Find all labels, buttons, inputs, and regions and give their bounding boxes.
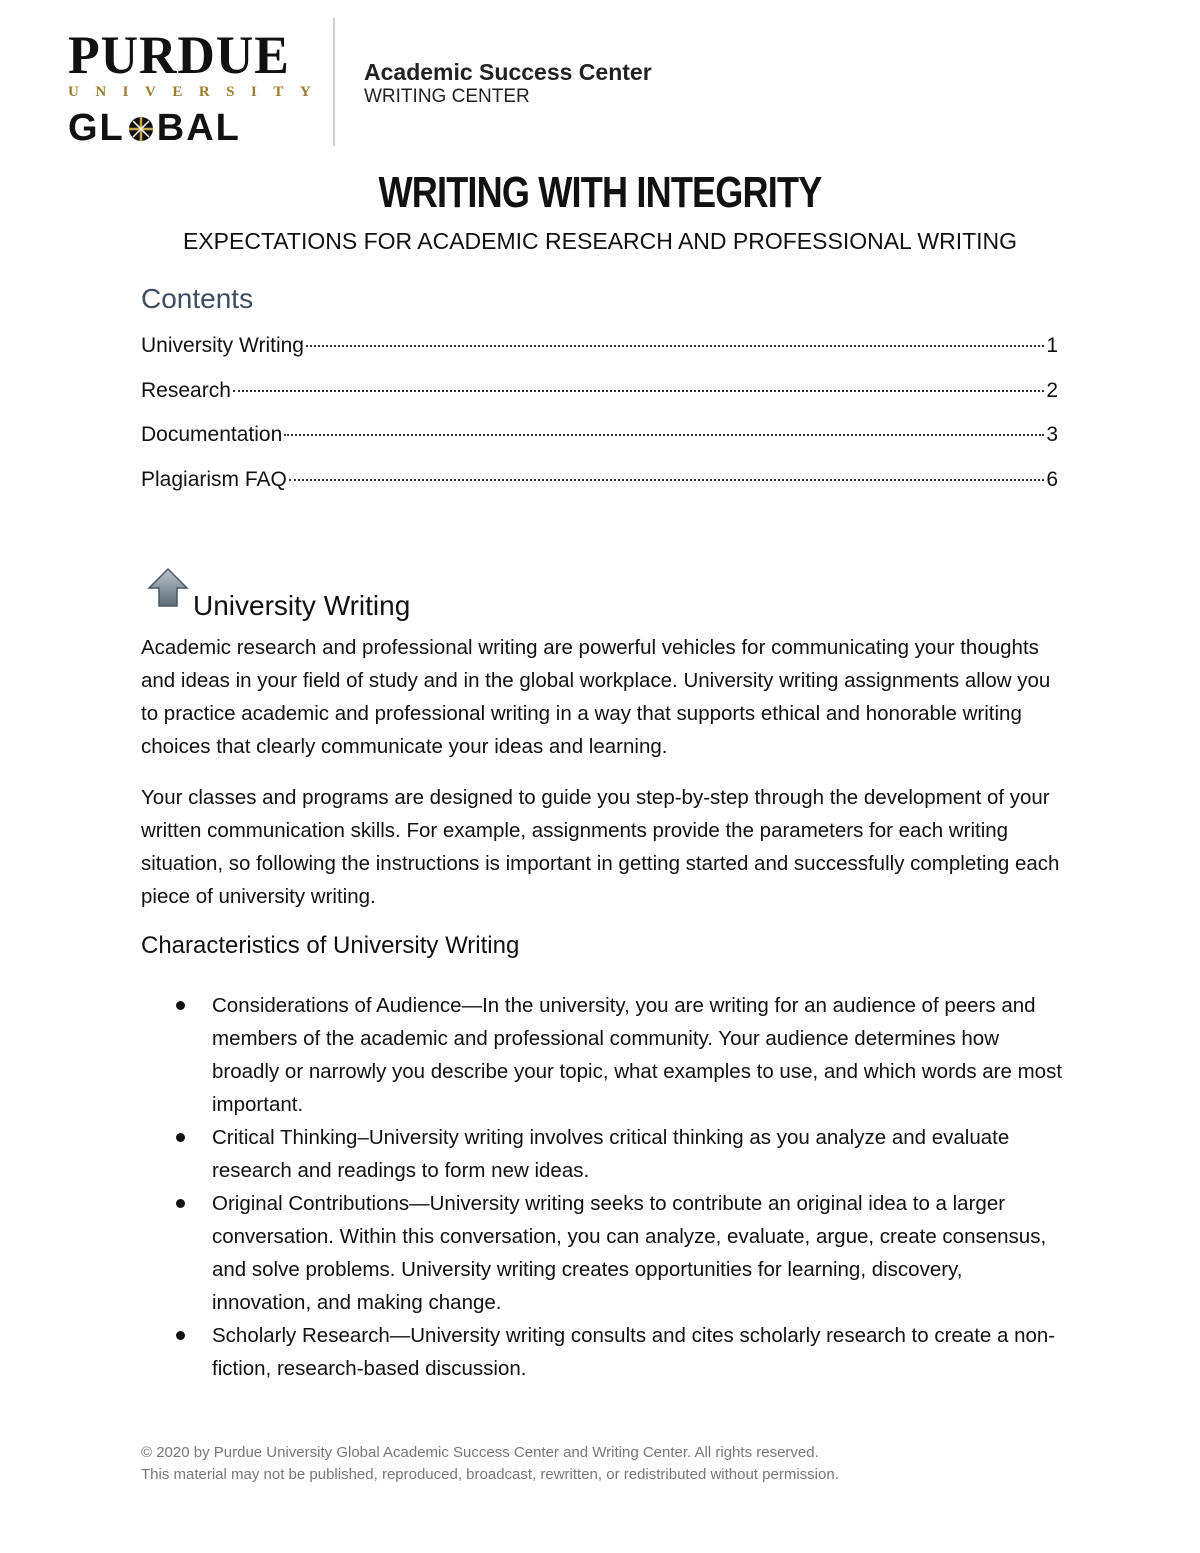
toc-leader (289, 479, 1044, 481)
list-item-text: Considerations of Audience—In the university, you are writing for an audience of peers and members of the academic and professional community. Your audience determines how broadly or narrowly you describe your topic, what examples to use, and which words are most important. (212, 994, 1063, 1116)
purdue-global-logo (68, 25, 328, 153)
list-item-text: Critical Thinking–University writing involves critical thinking as you analyze and evaluate research and readings to form new ideas. (212, 1126, 1010, 1182)
toc-leader (284, 434, 1044, 436)
center-subtitle: WRITING CENTER (364, 86, 530, 107)
toc-page: 1 (1046, 334, 1058, 357)
bullet-icon (176, 1001, 185, 1010)
toc-item-documentation[interactable] (141, 423, 1058, 468)
document-title: WRITING WITH INTEGRITY (378, 168, 822, 217)
table-of-contents (141, 334, 1058, 512)
toc-item-research[interactable] (141, 379, 1058, 424)
paragraph: Academic research and professional writing are powerful vehicles for communicating your thoughts and ideas in your field of study and in the global workplace. University writing assignments allow you to practice academic and professional writing in a way that supports ethical and honorable writing choices that clearly communicate your ideas and learning. (141, 636, 1051, 758)
bullet-icon (176, 1331, 185, 1340)
toc-item-plagiarism-faq[interactable] (141, 468, 1058, 513)
subheading: Characteristics of University Writing (141, 932, 520, 959)
header-divider (333, 18, 335, 146)
logo-global-text: GL BAL (68, 107, 241, 149)
paragraph: Your classes and programs are designed to guide you step-by-step through the development of your written communication skills. For example, assignments provide the parameters for each writing situation, so following the instructions is important in getting started and successfully completing each piece of university writing. (141, 786, 1060, 908)
header-text (364, 58, 652, 108)
logo-purdue-text: PURDUE (68, 25, 290, 85)
list-item-text: Scholarly Research—University writing consults and cites scholarly research to create a non-fiction, research-based discussion. (212, 1324, 1056, 1380)
toc-label: Research (141, 378, 231, 402)
contents-heading: Contents (141, 283, 254, 314)
footer (141, 1442, 839, 1486)
footer-copyright: © 2020 by Purdue University Global Academic Success Center and Writing Center. All rights reserved. (141, 1444, 819, 1461)
toc-page: 2 (1046, 378, 1058, 402)
toc-label: Documentation (141, 423, 283, 446)
section-heading: University Writing (193, 590, 411, 621)
list-item (170, 1319, 1065, 1385)
list-item-text: Original Contributions—University writing seeks to contribute an original idea to a larger conversation. Within this conversation, you can analyze, evaluate, argue, create consensus, and solve problems. University writing creates opportunities for learning, discovery, innovation, and making change. (212, 1192, 1047, 1314)
toc-page: 6 (1046, 467, 1058, 491)
toc-page: 3 (1046, 423, 1058, 446)
list-item (170, 989, 1065, 1121)
bullet-icon (176, 1199, 185, 1208)
footer-notice: This material may not be published, reproduced, broadcast, rewritten, or redistributed without permission. (141, 1466, 839, 1483)
toc-leader (306, 345, 1044, 347)
toc-leader (233, 390, 1044, 392)
globe-icon (126, 114, 156, 144)
center-title: Academic Success Center (364, 59, 652, 85)
list-item (170, 1187, 1065, 1319)
bullet-list (170, 989, 1065, 1385)
toc-item-university-writing[interactable] (141, 334, 1058, 379)
toc-label: University Writing (141, 334, 304, 357)
logo-university-text: UNIVERSITY (68, 84, 328, 100)
bullet-icon (176, 1133, 185, 1142)
list-item (170, 1121, 1065, 1187)
document-subtitle: EXPECTATIONS FOR ACADEMIC RESEARCH AND PROFESSIONAL WRITING (182, 228, 1018, 254)
toc-label: Plagiarism FAQ (141, 467, 287, 491)
up-arrow-icon[interactable] (145, 566, 191, 610)
